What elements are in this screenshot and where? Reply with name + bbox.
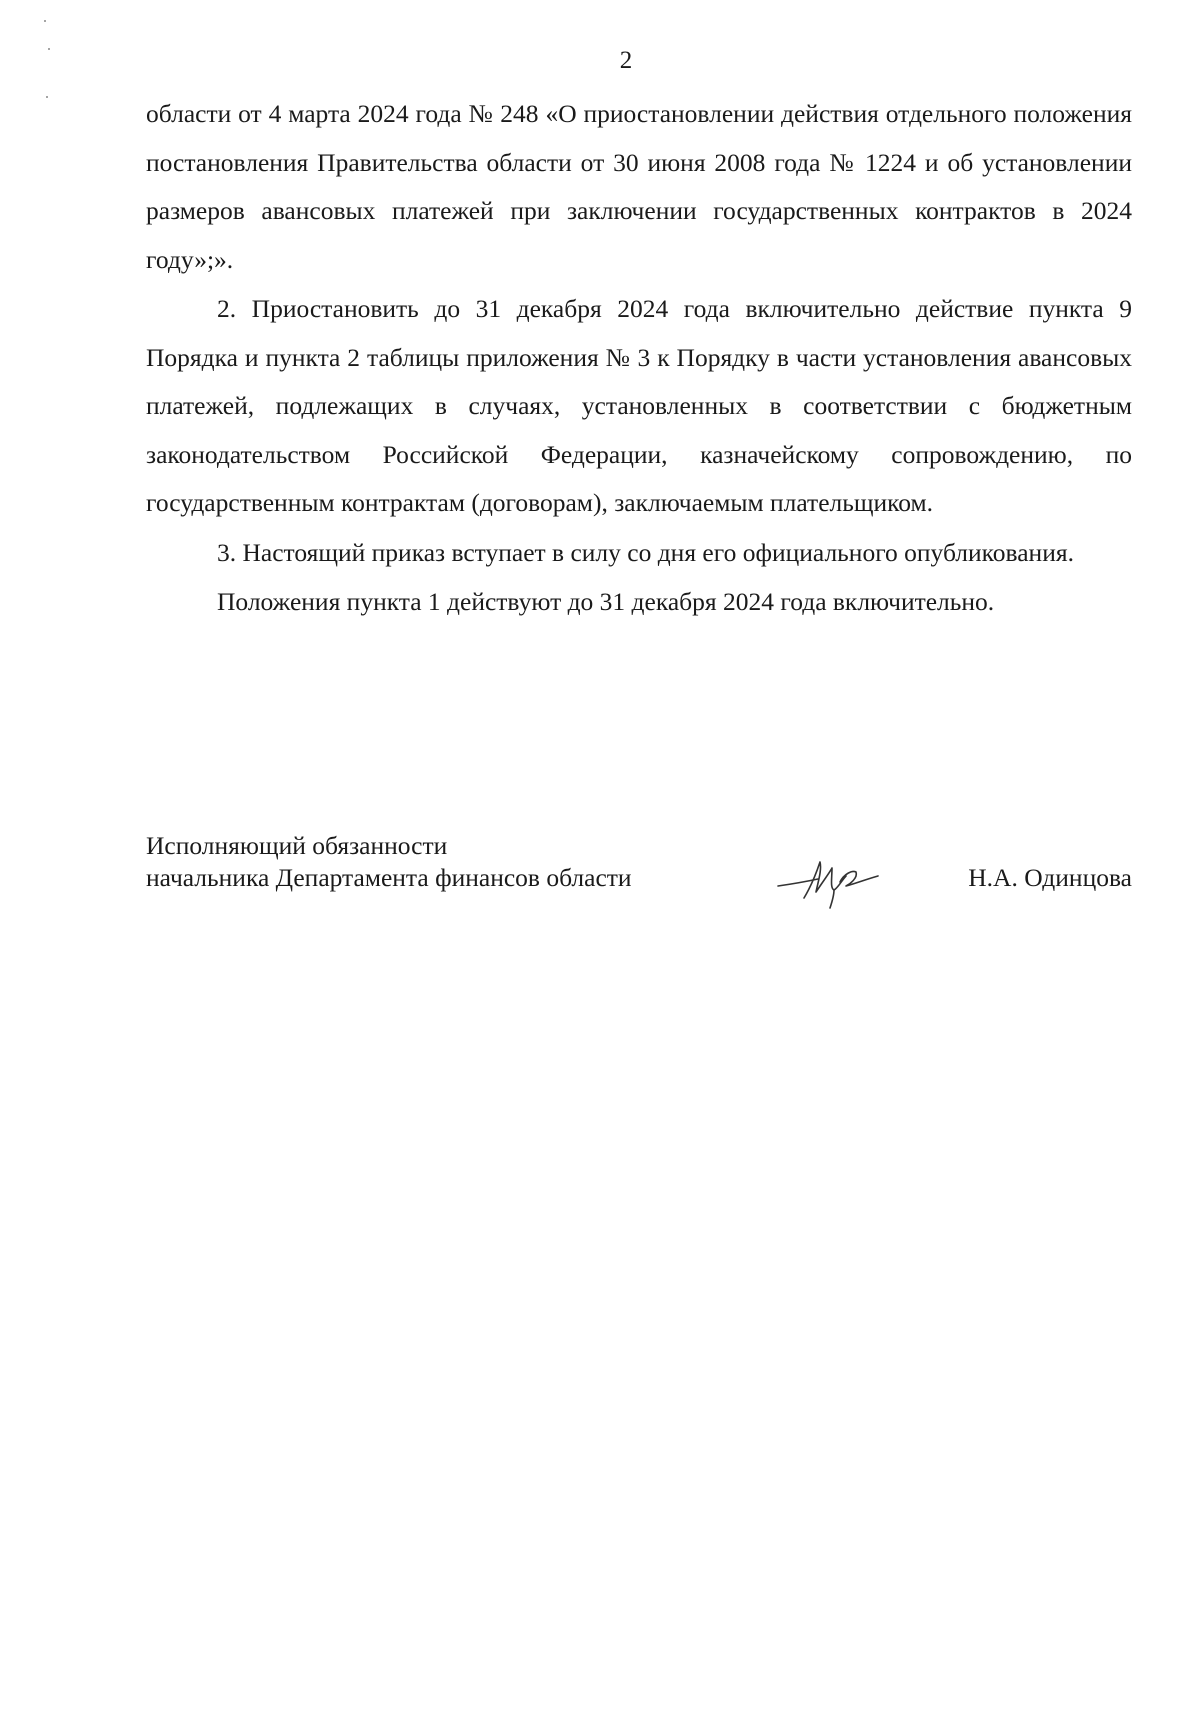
document-body — [146, 90, 1132, 627]
signatory-position-line-2: начальника Департамента финансов области — [146, 863, 632, 892]
signatory-position-line-1: Исполняющий обязанности — [146, 831, 448, 860]
scan-artifact — [46, 96, 48, 98]
paragraph-validity-note: Положения пункта 1 действуют до 31 декабря 2024 года включительно. — [217, 587, 995, 616]
paragraph-item-3: 3. Настоящий приказ вступает в силу со дня его официального опубликования. — [217, 537, 1074, 567]
signatory-position — [146, 830, 632, 894]
scan-artifact — [44, 20, 46, 22]
handwritten-signature-icon — [774, 852, 884, 912]
page-number: 2 — [619, 47, 633, 74]
signatory-name: Н.А. Одинцова — [968, 863, 1132, 892]
paragraph-continuation: области от 4 марта 2024 года № 248 «О приостановлении действия отдельного положения постановления Правительства области от 30 июня 2008 года № 1224 и об установлении размеров авансовых платежей при заключении государственных контрактов в 2024 году»;». — [146, 99, 1132, 274]
paragraph-item-2: 2. Приостановить до 31 декабря 2024 года включительно действие пункта 9 Порядка и пункта 2 таблицы приложения № 3 к Порядку в части установления авансовых платежей, подлежащих в случаях, установленных в соответствии с бюджетным законодательством Российской Федерации, казначейскому сопровождению, по государственным контрактам (договорам), заключаемым плательщиком. — [146, 294, 1132, 517]
